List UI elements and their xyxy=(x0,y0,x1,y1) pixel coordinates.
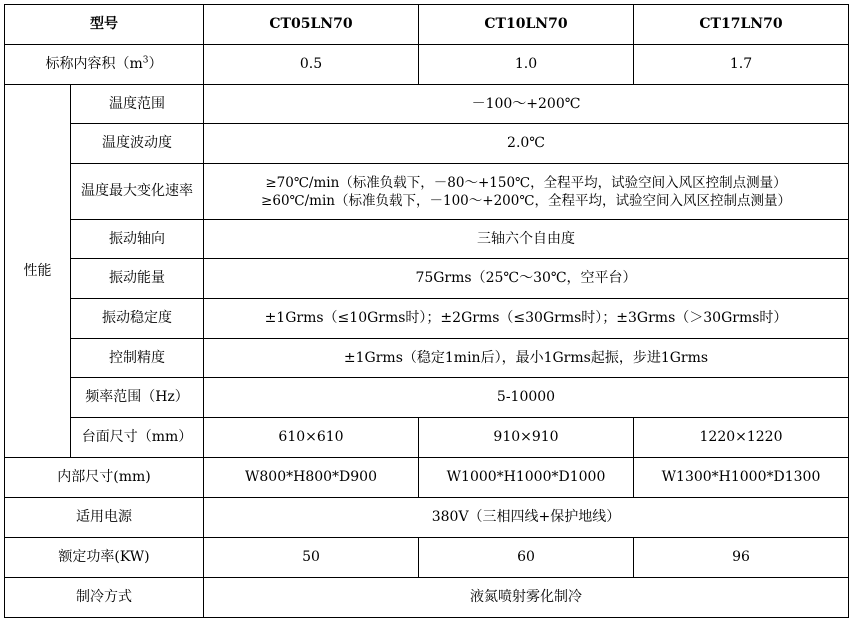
internal-size-ct10: W1000*H1000*D1000 xyxy=(419,458,634,498)
table-size-ct05: 610×610 xyxy=(204,418,419,458)
rated-power-row xyxy=(5,538,849,578)
perf-row-vibration-stability xyxy=(5,299,849,339)
volume-ct10: 1.0 xyxy=(419,45,634,85)
table-size-ct17: 1220×1220 xyxy=(634,418,849,458)
vibration-energy-label: 振动能量 xyxy=(71,259,204,299)
cooling-value: 液氮喷射雾化制冷 xyxy=(204,578,849,618)
rated-power-label: 额定功率(KW) xyxy=(5,538,204,578)
internal-size-label: 内部尺寸(mm) xyxy=(5,458,204,498)
frequency-range-label: 频率范围（Hz） xyxy=(71,378,204,418)
temp-range-label: 温度范围 xyxy=(71,85,204,124)
temp-rate-label: 温度最大变化速率 xyxy=(71,164,204,220)
table-size-ct10: 910×910 xyxy=(419,418,634,458)
temp-fluctuation-value: 2.0℃ xyxy=(204,124,849,164)
rated-power-ct17: 96 xyxy=(634,538,849,578)
header-row xyxy=(5,5,849,45)
internal-size-ct05: W800*H800*D900 xyxy=(204,458,419,498)
cooling-row xyxy=(5,578,849,618)
model-ct05: CT05LN70 xyxy=(204,5,419,45)
temp-fluctuation-label: 温度波动度 xyxy=(71,124,204,164)
perf-row-frequency-range xyxy=(5,378,849,418)
control-accuracy-label: 控制精度 xyxy=(71,339,204,378)
cooling-label: 制冷方式 xyxy=(5,578,204,618)
perf-row-temp-rate xyxy=(5,164,849,220)
perf-row-temp-range xyxy=(5,85,849,124)
volume-ct17: 1.7 xyxy=(634,45,849,85)
power-supply-value: 380V（三相四线+保护地线） xyxy=(204,498,849,538)
spec-table xyxy=(4,4,849,618)
rated-power-ct10: 60 xyxy=(419,538,634,578)
perf-row-control-accuracy xyxy=(5,339,849,378)
vibration-energy-value: 75Grms（25℃～30℃，空平台） xyxy=(204,259,849,299)
temp-rate-value xyxy=(204,164,849,220)
volume-row xyxy=(5,45,849,85)
model-header-label: 型号 xyxy=(5,5,204,45)
power-supply-label: 适用电源 xyxy=(5,498,204,538)
vibration-axis-value: 三轴六个自由度 xyxy=(204,220,849,259)
frequency-range-value: 5-10000 xyxy=(204,378,849,418)
temp-rate-line-1: ≥70℃/min（标准负载下，－80～+150℃，全程平均，试验空间入风区控制点测量） xyxy=(265,174,787,191)
performance-group-label: 性能 xyxy=(5,85,71,458)
internal-size-ct17: W1300*H1000*D1300 xyxy=(634,458,849,498)
control-accuracy-value: ±1Grms（稳定1min后），最小1Grms起振，步进1Grms xyxy=(204,339,849,378)
model-ct17: CT17LN70 xyxy=(634,5,849,45)
perf-row-vibration-energy xyxy=(5,259,849,299)
vibration-axis-label: 振动轴向 xyxy=(71,220,204,259)
perf-row-vibration-axis xyxy=(5,220,849,259)
perf-row-table-size xyxy=(5,418,849,458)
model-ct10: CT10LN70 xyxy=(419,5,634,45)
internal-size-row xyxy=(5,458,849,498)
volume-label: 标称内容积$(m^3)$ xyxy=(5,45,204,85)
vibration-stability-value: ±1Grms（≤10Grms时）；±2Grms（≤30Grms时）；±3Grms（＞30Grms时） xyxy=(204,299,849,339)
power-supply-row xyxy=(5,498,849,538)
perf-row-temp-fluctuation xyxy=(5,124,849,164)
table-size-label: 台面尺寸（mm） xyxy=(71,418,204,458)
temp-rate-line-2: ≥60℃/min（标准负载下，－100～+200℃，全程平均，试验空间入风区控制点测量） xyxy=(261,192,791,209)
volume-ct05: 0.5 xyxy=(204,45,419,85)
temp-range-value: －100～+200℃ xyxy=(204,85,849,124)
vibration-stability-label: 振动稳定度 xyxy=(71,299,204,339)
rated-power-ct05: 50 xyxy=(204,538,419,578)
